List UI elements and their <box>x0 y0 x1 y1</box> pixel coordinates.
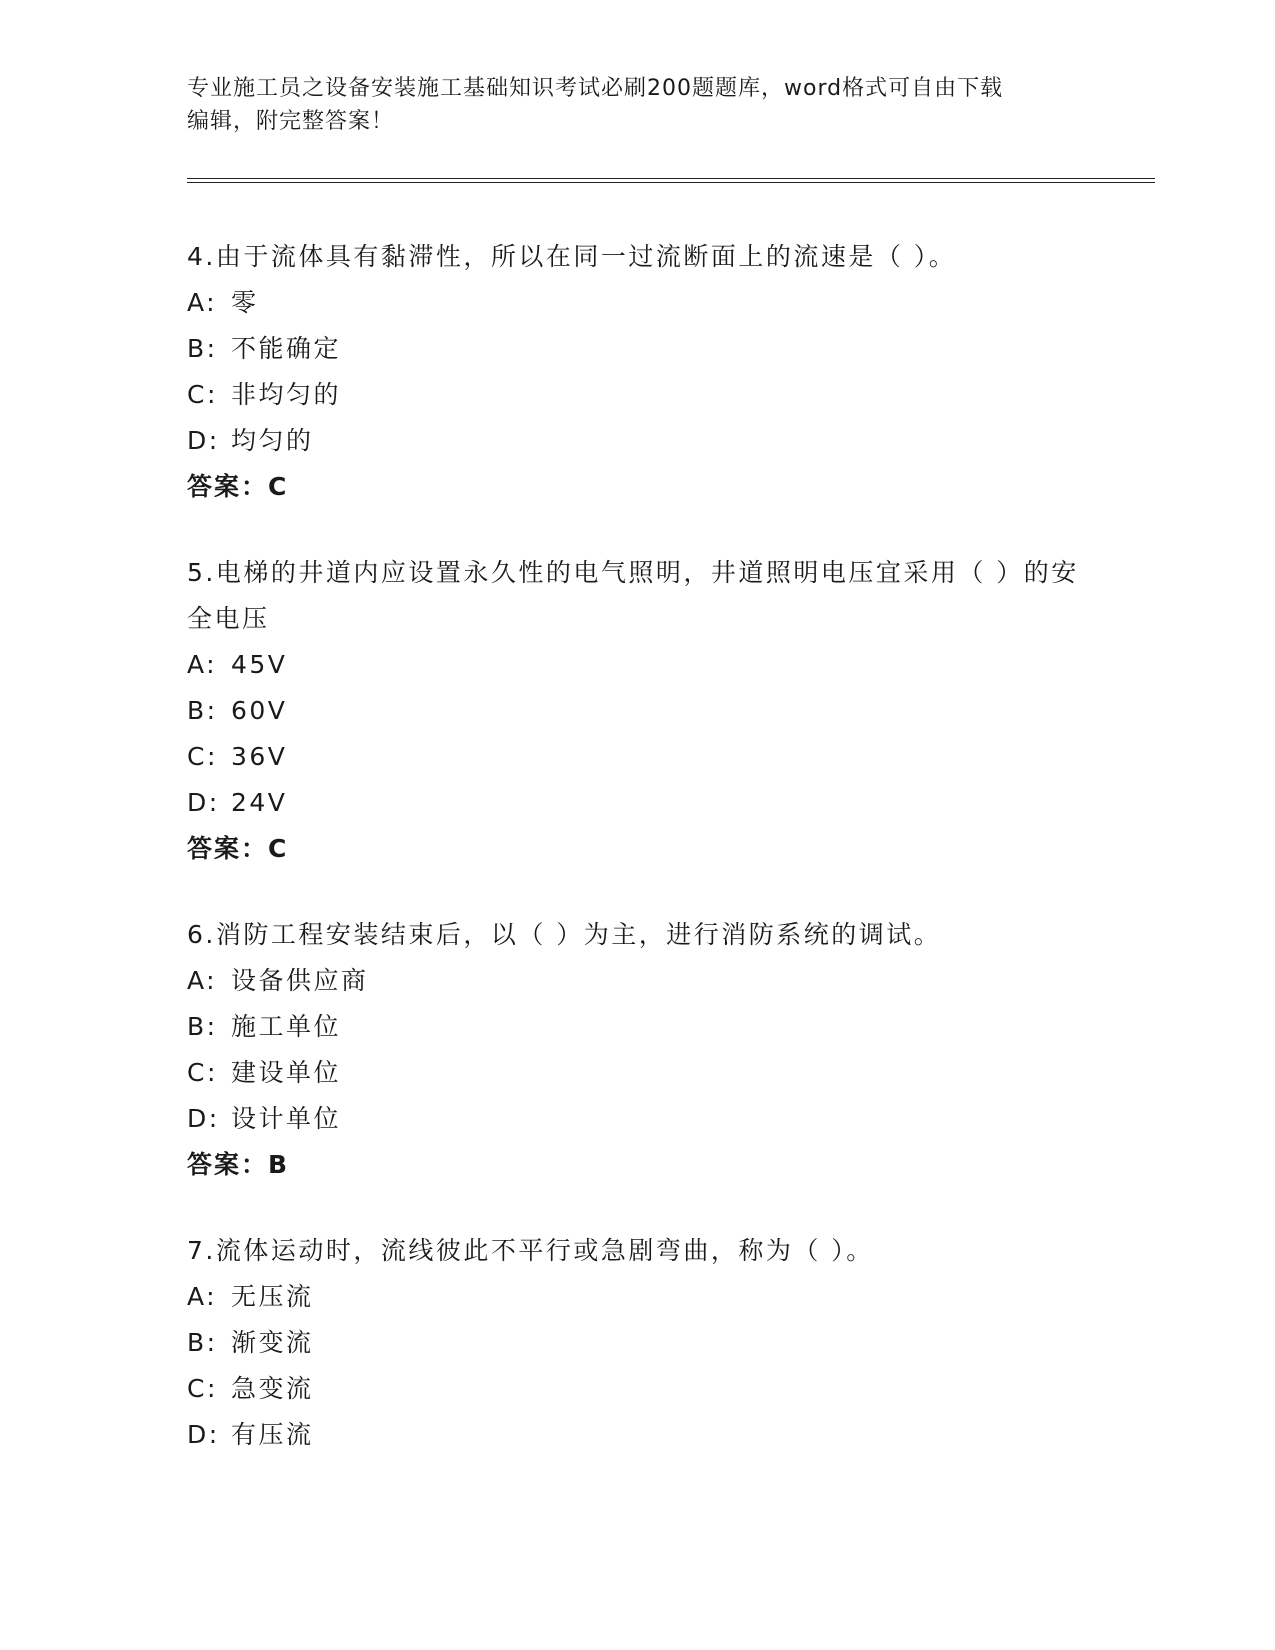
option-a <box>187 642 1087 688</box>
answer-line: 答案：C <box>187 472 289 501</box>
option-b <box>187 1320 1087 1366</box>
option-text: 非均匀的 <box>231 380 342 409</box>
option-d <box>187 780 1087 826</box>
question-5 <box>187 550 1087 872</box>
option-letter: B: <box>187 696 218 725</box>
option-letter: D: <box>187 1420 220 1449</box>
option-b <box>187 1004 1087 1050</box>
option-text: 有压流 <box>231 1420 314 1449</box>
question-7 <box>187 1228 1087 1458</box>
option-letter: A: <box>187 288 218 317</box>
option-a <box>187 1274 1087 1320</box>
option-letter: C: <box>187 380 218 409</box>
answer-line: 答案：C <box>187 834 289 863</box>
header-divider <box>187 178 1155 183</box>
option-c <box>187 372 1087 418</box>
option-c <box>187 1366 1087 1412</box>
question-text: 7.流体运动时，流线彼此不平行或急剧弯曲，称为（ ）。 <box>187 1236 874 1265</box>
option-letter: B: <box>187 1012 218 1041</box>
option-text: 24V <box>231 788 288 817</box>
option-text: 45V <box>231 650 288 679</box>
document-header <box>187 72 1087 138</box>
option-letter: D: <box>187 426 220 455</box>
option-letter: B: <box>187 1328 218 1357</box>
option-d <box>187 1412 1087 1458</box>
option-text: 渐变流 <box>231 1328 314 1357</box>
option-letter: A: <box>187 650 218 679</box>
option-d <box>187 418 1087 464</box>
option-letter: C: <box>187 1374 218 1403</box>
header-title-line-2: 编辑，附完整答案！ <box>187 109 395 134</box>
option-letter: D: <box>187 1104 220 1133</box>
option-text: 零 <box>231 288 259 317</box>
question-4 <box>187 234 1087 510</box>
option-d <box>187 1096 1087 1142</box>
option-letter: C: <box>187 742 218 771</box>
option-text: 建设单位 <box>231 1058 342 1087</box>
option-letter: A: <box>187 1282 218 1311</box>
option-text: 无压流 <box>231 1282 314 1311</box>
question-6 <box>187 912 1087 1188</box>
option-letter: B: <box>187 334 218 363</box>
option-text: 不能确定 <box>231 334 342 363</box>
option-text: 60V <box>231 696 288 725</box>
question-text: 6.消防工程安装结束后，以（ ）为主，进行消防系统的调试。 <box>187 920 942 949</box>
option-a <box>187 958 1087 1004</box>
option-c <box>187 734 1087 780</box>
answer-line: 答案：B <box>187 1150 290 1179</box>
header-title-line-1: 专业施工员之设备安装施工基础知识考试必刷200题题库，word格式可自由下载 <box>187 76 1004 101</box>
question-text: 4.由于流体具有黏滞性，所以在同一过流断面上的流速是（ ）。 <box>187 242 957 271</box>
option-c <box>187 1050 1087 1096</box>
option-text: 设计单位 <box>231 1104 342 1133</box>
option-text: 均匀的 <box>231 426 314 455</box>
option-text: 施工单位 <box>231 1012 342 1041</box>
option-letter: A: <box>187 966 218 995</box>
option-text: 急变流 <box>231 1374 314 1403</box>
option-a <box>187 280 1087 326</box>
question-text: 5.电梯的井道内应设置永久性的电气照明，井道照明电压宜采用（ ）的安全电压 <box>187 558 1079 633</box>
option-b <box>187 688 1087 734</box>
option-text: 设备供应商 <box>231 966 369 995</box>
option-letter: C: <box>187 1058 218 1087</box>
option-text: 36V <box>231 742 288 771</box>
option-letter: D: <box>187 788 220 817</box>
option-b <box>187 326 1087 372</box>
question-list <box>187 234 1087 1498</box>
